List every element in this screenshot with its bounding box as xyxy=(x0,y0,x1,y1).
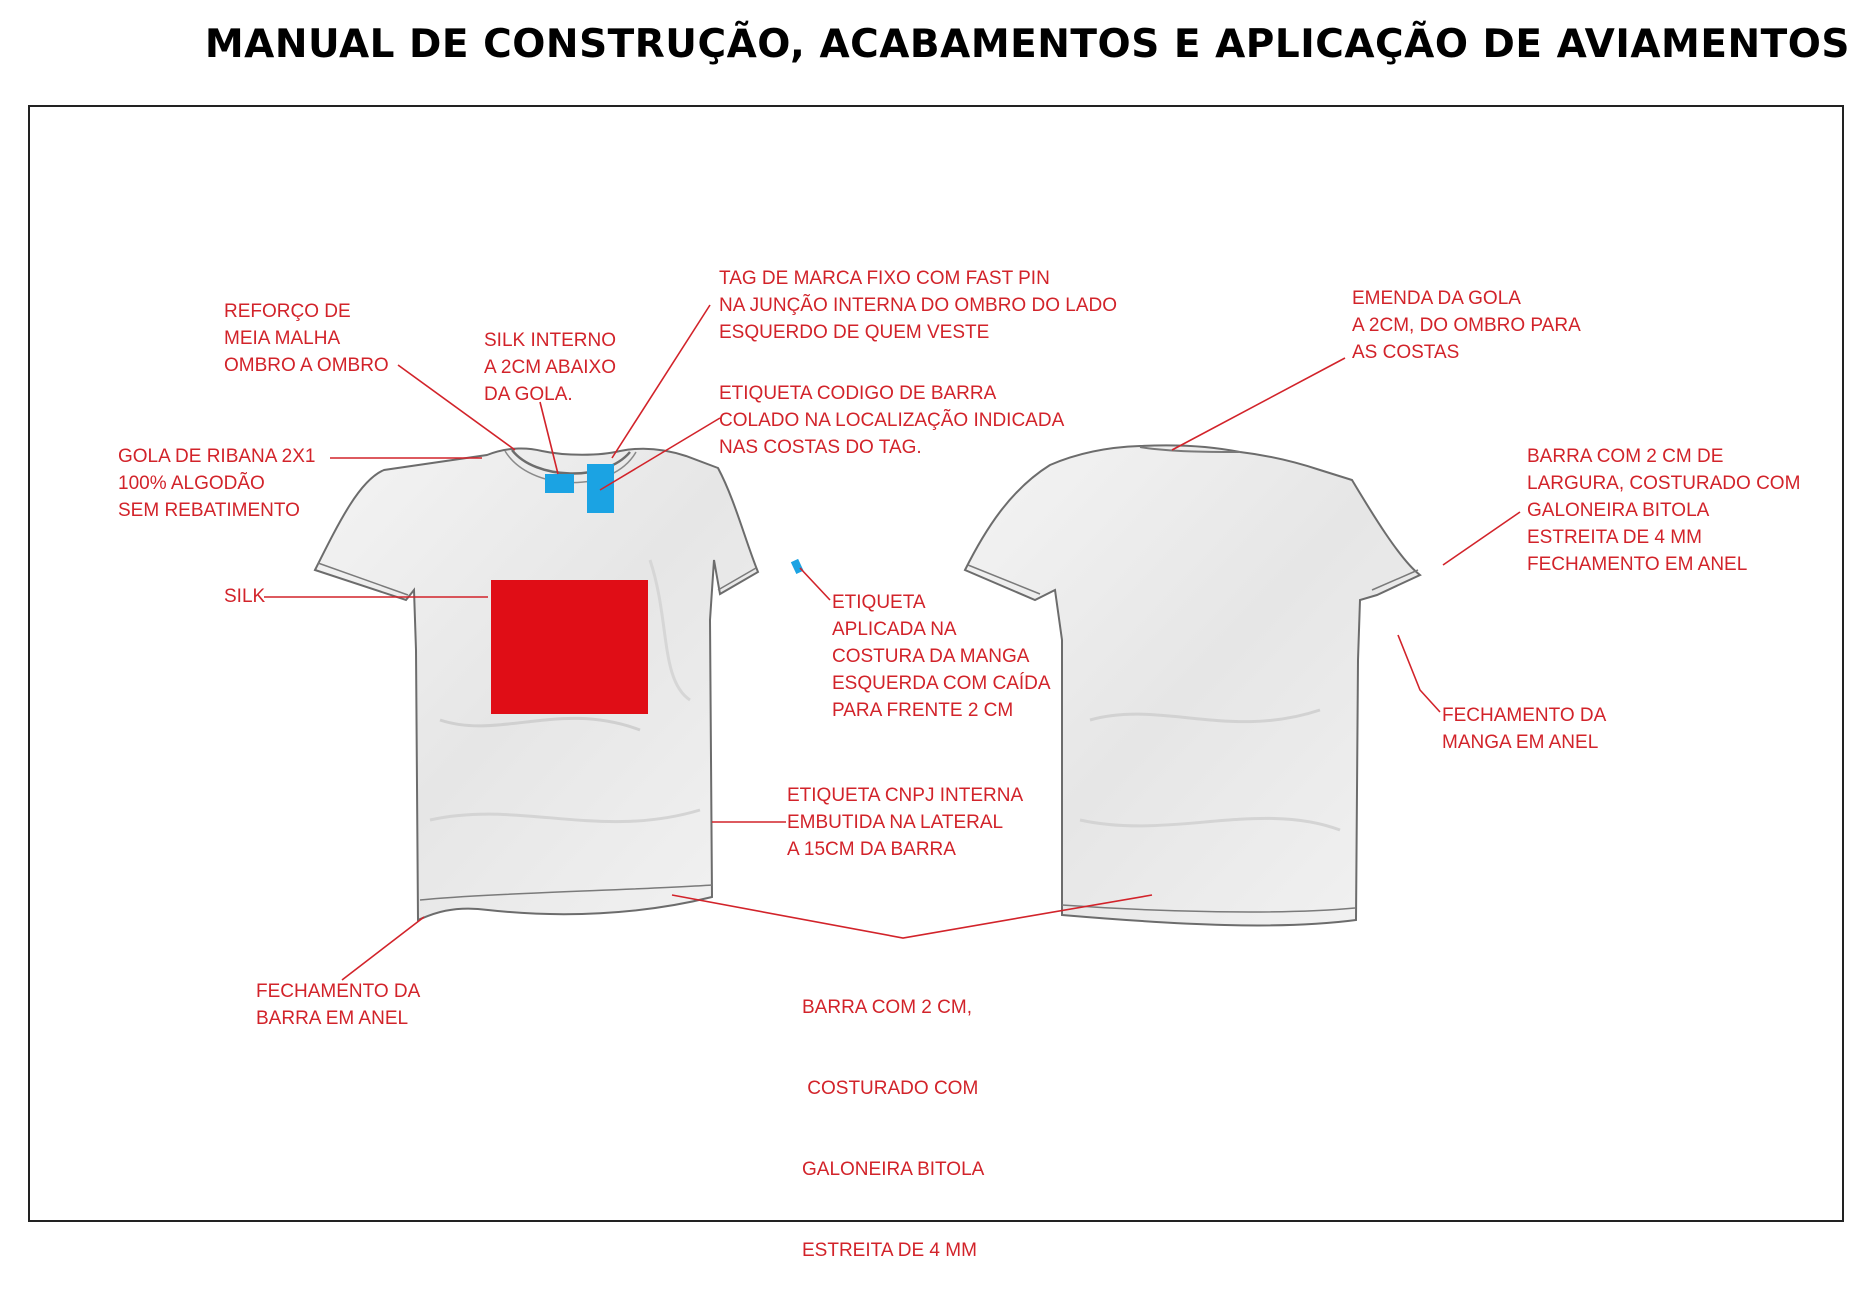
silk-print-block xyxy=(491,580,648,714)
note-etiqueta-cnpj: ETIQUETA CNPJ INTERNA EMBUTIDA NA LATERAL A 15CM DA BARRA xyxy=(787,785,1024,860)
front-tshirt xyxy=(315,448,804,920)
note-barra-manga: BARRA COM 2 CM DE LARGURA, COSTURADO COM GALONEIRA BITOLA ESTREITA DE 4 MM FECHAMENTO EM ANEL xyxy=(1527,446,1801,575)
leader-barra-manga xyxy=(1443,512,1520,565)
silk-interno-label xyxy=(545,474,574,493)
brand-tag xyxy=(587,464,614,513)
note-emenda-gola: EMENDA DA GOLA A 2CM, DO OMBRO PARA AS COSTAS xyxy=(1352,288,1581,363)
note-reforco: REFORÇO DE MEIA MALHA OMBRO A OMBRO xyxy=(224,301,389,376)
leader-fechamento-manga xyxy=(1398,635,1440,712)
note-tag-marca: TAG DE MARCA FIXO COM FAST PIN NA JUNÇÃO INTERNA DO OMBRO DO LADO ESQUERDO DE QUEM VESTE xyxy=(719,268,1117,343)
note-gola: GOLA DE RIBANA 2X1 100% ALGODÃO SEM REBATIMENTO xyxy=(118,446,316,521)
page-title: MANUAL DE CONSTRUÇÃO, ACABAMENTOS E APLICAÇÃO DE AVIAMENTOS xyxy=(204,22,1850,67)
leader-tag-marca xyxy=(612,305,710,458)
note-barra-2cm: BARRA COM 2 CM, COSTURADO COM GALONEIRA BITOLA ESTREITA DE 4 MM xyxy=(802,997,985,1261)
note-etiqueta-manga: ETIQUETA APLICADA NA COSTURA DA MANGA ESQUERDA COM CAÍDA PARA FRENTE 2 CM xyxy=(832,592,1051,721)
note-silk: SILK xyxy=(224,586,266,607)
note-etiqueta-codigo: ETIQUETA CODIGO DE BARRA COLADO NA LOCALIZAÇÃO INDICADA NAS COSTAS DO TAG. xyxy=(719,383,1065,458)
note-fechamento-barra: FECHAMENTO DA BARRA EM ANEL xyxy=(256,981,421,1029)
leader-emenda-gola xyxy=(1172,358,1345,450)
sleeve-label xyxy=(791,559,804,574)
leader-fechamento-barra xyxy=(342,917,424,980)
note-fechamento-manga: FECHAMENTO DA MANGA EM ANEL xyxy=(1442,705,1607,753)
note-silk-interno: SILK INTERNO A 2CM ABAIXO DA GOLA. xyxy=(484,330,616,405)
leader-etiqueta-manga xyxy=(800,568,830,600)
